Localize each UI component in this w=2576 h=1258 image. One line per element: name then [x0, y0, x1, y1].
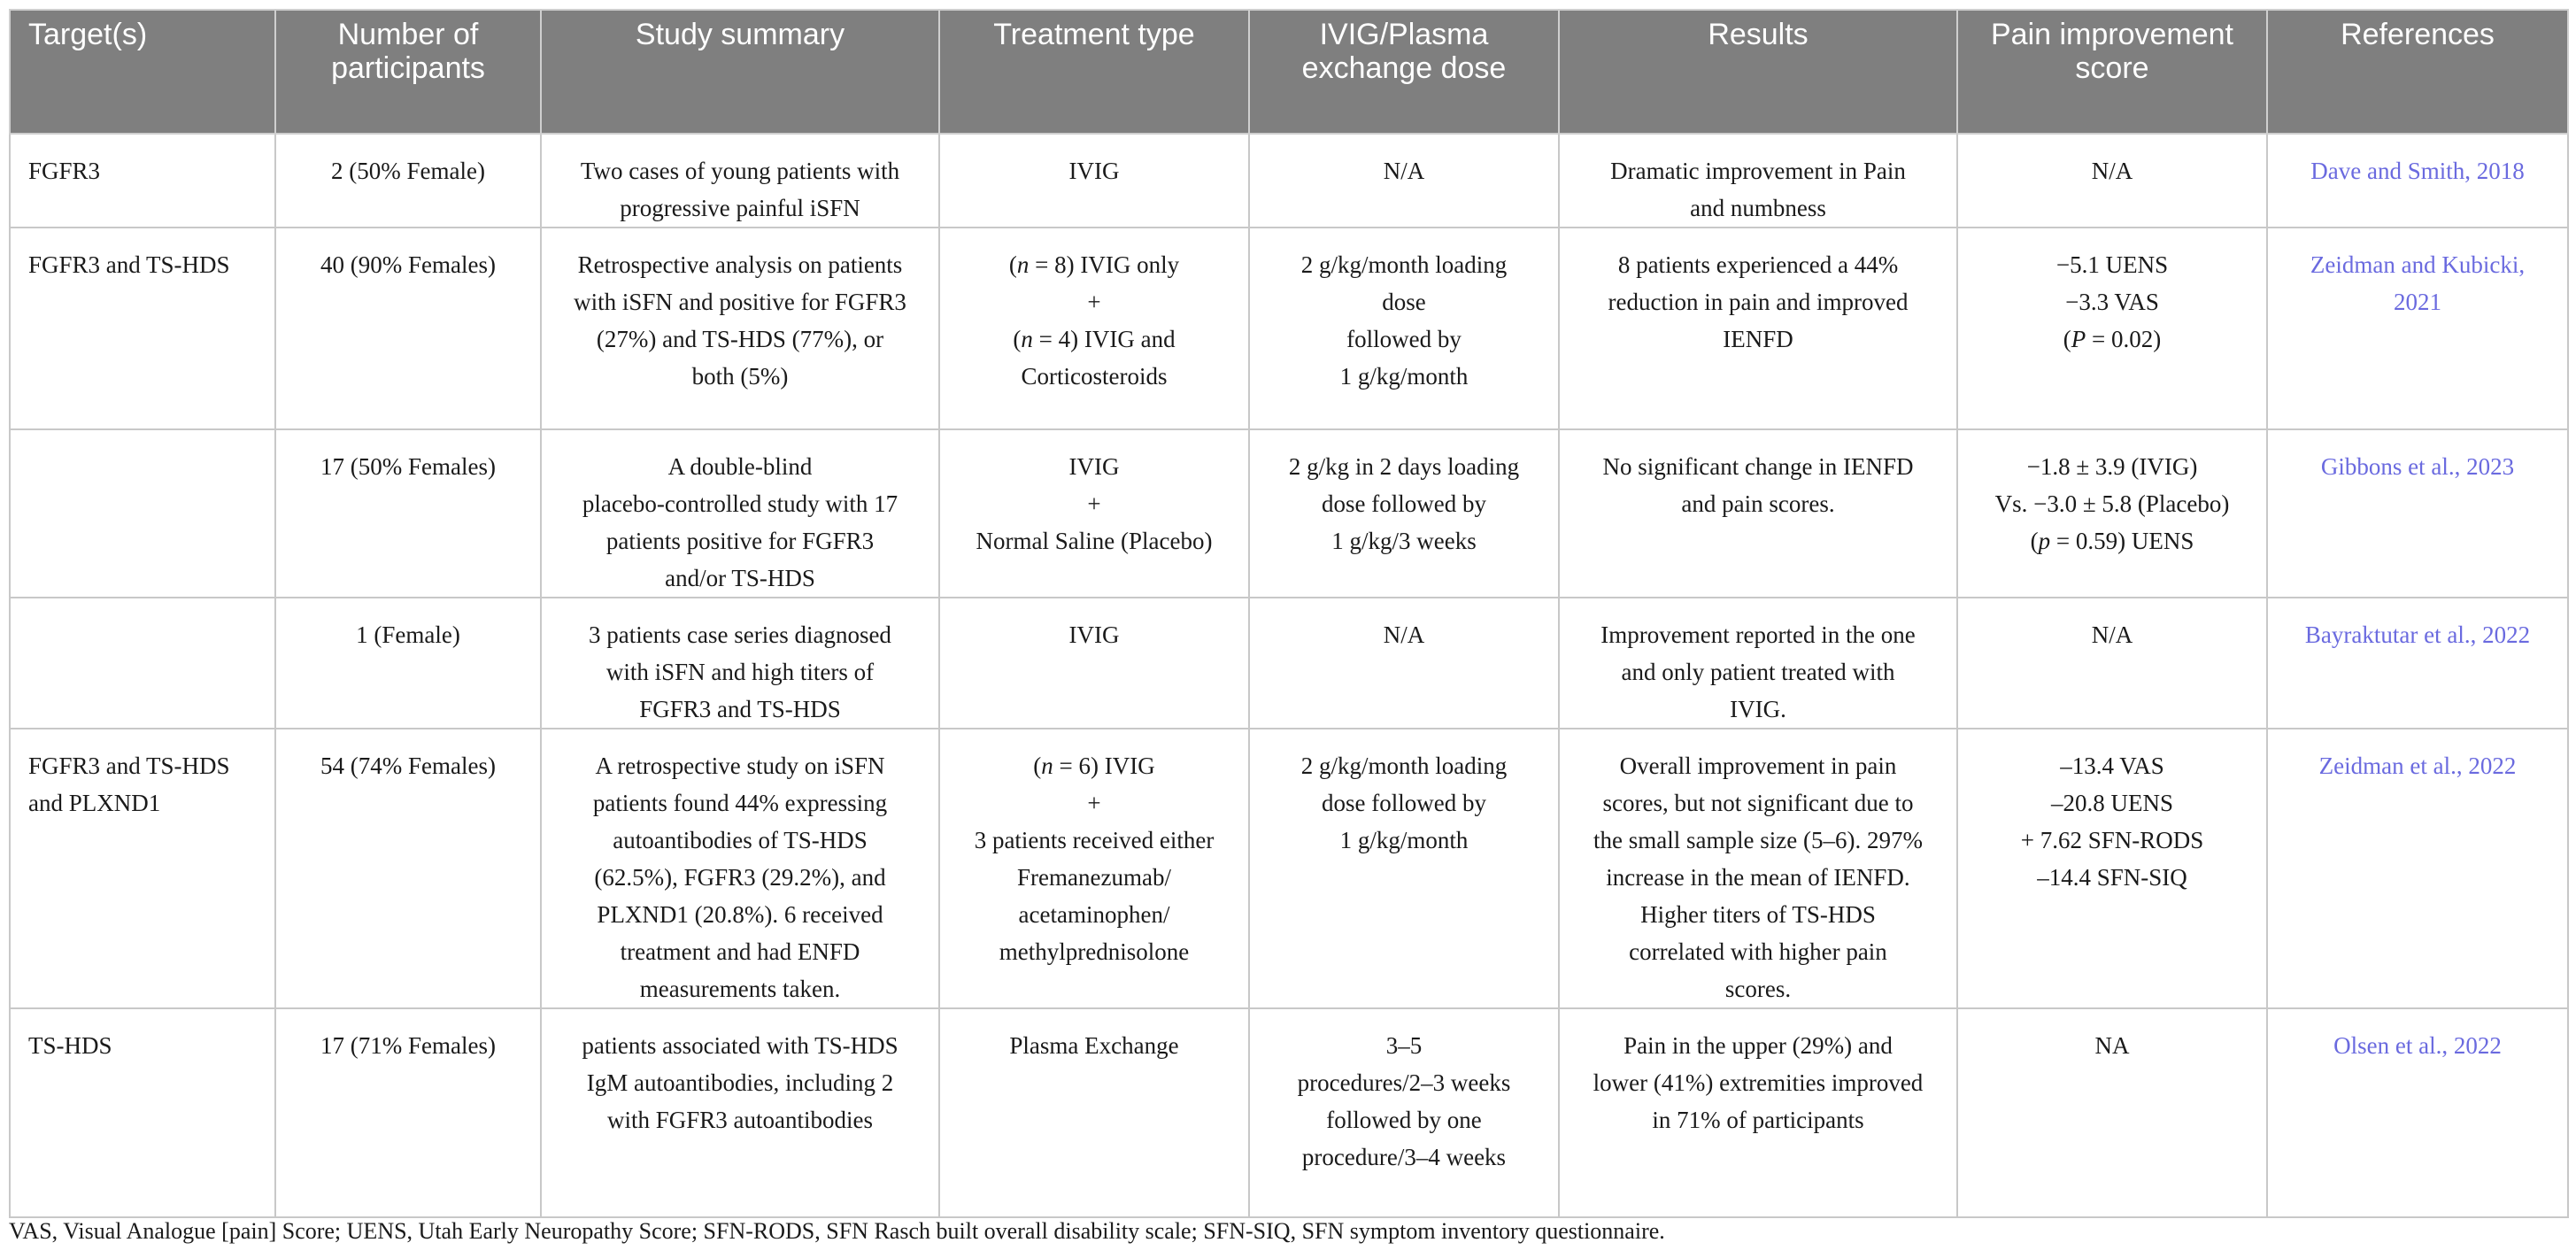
pain-score-cell: [1957, 1008, 2267, 1217]
cell-line: +: [1087, 490, 1101, 517]
header-targets: Target(s): [10, 10, 275, 134]
treatment-cell: [939, 598, 1249, 729]
cell-line: –13.4 VAS: [2060, 752, 2164, 779]
cell-line: patients found 44% expressing: [592, 790, 888, 816]
participants-cell: 2 (50% Female): [275, 134, 541, 228]
pain-score-cell: [1957, 598, 2267, 729]
cell-line: procedures/2–3 weeks: [1297, 1069, 1511, 1096]
cell-line: autoantibodies of TS-HDS: [613, 827, 868, 853]
cell-line: lower (41%) extremities improved: [1593, 1069, 1924, 1096]
results-cell: [1559, 598, 1957, 729]
cell-line: 3 patients received either: [974, 827, 1215, 853]
treatment-cell: [939, 729, 1249, 1008]
cell-line: dose: [1382, 289, 1426, 315]
table-row: [10, 429, 2568, 598]
summary-cell: [541, 228, 939, 429]
cell-line: with FGFR3 autoantibodies: [606, 1107, 873, 1133]
reference-link-line[interactable]: Gibbons et al., 2023: [2320, 453, 2515, 480]
reference-link-line[interactable]: Zeidman et al., 2022: [2318, 752, 2517, 779]
cell-line: (n = 8) IVIG only: [1008, 251, 1180, 278]
cell-line: 2 g/kg in 2 days loading: [1288, 453, 1520, 480]
cell-line: Vs. −3.0 ± 5.8 (Placebo): [1994, 490, 2230, 517]
cell-line: increase in the mean of IENFD.: [1606, 864, 1910, 891]
target-cell: FGFR3 and TS-HDS and PLXND1: [10, 729, 275, 1008]
reference-link-line[interactable]: Olsen et al., 2022: [2333, 1032, 2502, 1059]
cell-line: 1 g/kg/month: [1339, 827, 1469, 853]
reference-cell: [2267, 598, 2568, 729]
dose-cell: [1249, 1008, 1559, 1217]
cell-line: FGFR3 and TS-HDS: [639, 696, 841, 722]
cell-line: Dramatic improvement in Pain: [1610, 158, 1906, 184]
summary-cell: [541, 429, 939, 598]
cell-line: dose followed by: [1322, 490, 1486, 517]
cell-line: (P = 0.02): [2063, 326, 2162, 352]
reference-link-line[interactable]: 2021: [2394, 289, 2441, 315]
cell-line: −1.8 ± 3.9 (IVIG): [2026, 453, 2198, 480]
target-cell: [10, 598, 275, 729]
study-table: [9, 9, 2569, 1218]
cell-line: IENFD: [1723, 326, 1793, 352]
target-cell: TS-HDS: [10, 1008, 275, 1217]
summary-cell: [541, 598, 939, 729]
cell-line: 2 g/kg/month loading: [1300, 752, 1508, 779]
pain-score-cell: [1957, 134, 2267, 228]
cell-line: and pain scores.: [1681, 490, 1835, 517]
cell-line: N/A: [1383, 158, 1425, 184]
participants-cell: 17 (71% Females): [275, 1008, 541, 1217]
cell-line: (p = 0.59) UENS: [2030, 528, 2194, 554]
dose-cell: [1249, 729, 1559, 1008]
table-row: [10, 1008, 2568, 1217]
cell-line: IVIG: [1068, 158, 1120, 184]
reference-cell: [2267, 429, 2568, 598]
cell-line: −3.3 VAS: [2065, 289, 2159, 315]
participants-cell: 1 (Female): [275, 598, 541, 729]
dose-cell: [1249, 228, 1559, 429]
reference-link-line[interactable]: Zeidman and Kubicki,: [2310, 251, 2526, 278]
cell-line: PLXND1 (20.8%). 6 received: [597, 901, 883, 928]
cell-line: with iSFN and high titers of: [605, 659, 875, 685]
cell-line: Overall improvement in pain: [1619, 752, 1897, 779]
participants-cell: 54 (74% Females): [275, 729, 541, 1008]
treatment-cell: [939, 134, 1249, 228]
cell-line: N/A: [1383, 621, 1425, 648]
reference-cell: [2267, 729, 2568, 1008]
pain-score-cell: [1957, 429, 2267, 598]
cell-line: N/A: [2091, 158, 2133, 184]
header-row: [10, 10, 2568, 134]
cell-line: Improvement reported in the one: [1600, 621, 1916, 648]
cell-line: −5.1 UENS: [2055, 251, 2169, 278]
table-row: [10, 598, 2568, 729]
cell-line: + 7.62 SFN-RODS: [2020, 827, 2204, 853]
results-cell: [1559, 228, 1957, 429]
cell-line: A retrospective study on iSFN: [595, 752, 885, 779]
dose-cell: [1249, 429, 1559, 598]
header-summary: Study summary: [541, 10, 939, 134]
cell-line: 1 g/kg/3 weeks: [1331, 528, 1477, 554]
dose-cell: [1249, 598, 1559, 729]
cell-line: NA: [2094, 1032, 2130, 1059]
cell-line: 2 g/kg/month loading: [1300, 251, 1508, 278]
cell-line: Higher titers of TS-HDS: [1640, 901, 1876, 928]
header-pain-score: Pain improvement score: [1957, 10, 2267, 134]
header-treatment: Treatment type: [939, 10, 1249, 134]
cell-line: Pain in the upper (29%) and: [1623, 1032, 1893, 1059]
reference-cell: [2267, 1008, 2568, 1217]
cell-line: followed by: [1346, 326, 1462, 352]
results-cell: [1559, 134, 1957, 228]
cell-line: A double-blind: [667, 453, 813, 480]
cell-line: Two cases of young patients with: [580, 158, 900, 184]
cell-line: (n = 4) IVIG and: [1013, 326, 1176, 352]
cell-line: measurements taken.: [639, 976, 841, 1002]
cell-line: No significant change in IENFD: [1602, 453, 1914, 480]
results-cell: [1559, 1008, 1957, 1217]
cell-line: Fremanezumab/: [1017, 864, 1171, 891]
cell-line: treatment and had ENFD: [620, 938, 860, 965]
cell-line: IVIG: [1068, 453, 1120, 480]
cell-line: followed by one: [1326, 1107, 1482, 1133]
cell-line: in 71% of participants: [1652, 1107, 1864, 1133]
cell-line: (n = 6) IVIG: [1033, 752, 1155, 779]
treatment-cell: [939, 1008, 1249, 1217]
cell-line: and only patient treated with: [1621, 659, 1895, 685]
cell-line: IVIG: [1068, 621, 1120, 648]
cell-line: methylprednisolone: [999, 938, 1190, 965]
cell-line: with iSFN and positive for FGFR3: [574, 289, 906, 315]
cell-line: +: [1087, 790, 1101, 816]
reference-link-line[interactable]: Bayraktutar et al., 2022: [2304, 621, 2531, 648]
cell-line: both (5%): [691, 363, 789, 390]
cell-line: correlated with higher pain: [1629, 938, 1887, 965]
table-row: [10, 228, 2568, 429]
cell-line: 3 patients case series diagnosed: [589, 621, 891, 648]
cell-line: Normal Saline (Placebo): [976, 528, 1213, 554]
table-footnote: VAS, Visual Analogue [pain] Score; UENS, Utah Early Neuropathy Score; SFN-RODS, SFN Rasch built overall disability scale; SFN-SIQ, SFN symptom inventory questionnaire.: [9, 1218, 1665, 1244]
pain-score-cell: [1957, 228, 2267, 429]
target-cell: FGFR3 and TS-HDS: [10, 228, 275, 429]
target-cell: [10, 429, 275, 598]
header-dose: IVIG/Plasma exchange dose: [1249, 10, 1559, 134]
cell-line: dose followed by: [1322, 790, 1486, 816]
cell-line: Plasma Exchange: [1009, 1032, 1179, 1059]
cell-line: –20.8 UENS: [2050, 790, 2173, 816]
cell-line: the small sample size (5–6). 297%: [1593, 827, 1923, 853]
cell-line: –14.4 SFN-SIQ: [2037, 864, 2187, 891]
summary-cell: [541, 729, 939, 1008]
results-cell: [1559, 729, 1957, 1008]
cell-line: 8 patients experienced a 44%: [1617, 251, 1899, 278]
cell-line: (62.5%), FGFR3 (29.2%), and: [594, 864, 886, 891]
table-row: [10, 134, 2568, 228]
reference-link-line[interactable]: Dave and Smith, 2018: [2310, 158, 2525, 184]
treatment-cell: [939, 228, 1249, 429]
cell-line: scores.: [1724, 976, 1792, 1002]
cell-line: Corticosteroids: [1021, 363, 1168, 390]
participants-cell: 40 (90% Females): [275, 228, 541, 429]
summary-cell: [541, 1008, 939, 1217]
cell-line: placebo-controlled study with 17: [582, 490, 899, 517]
summary-cell: [541, 134, 939, 228]
header-participants: Number of participants: [275, 10, 541, 134]
cell-line: (27%) and TS-HDS (77%), or: [596, 326, 884, 352]
cell-line: 1 g/kg/month: [1339, 363, 1469, 390]
results-cell: [1559, 429, 1957, 598]
header-references: References: [2267, 10, 2568, 134]
target-cell: FGFR3: [10, 134, 275, 228]
cell-line: reduction in pain and improved: [1608, 289, 1909, 315]
cell-line: +: [1087, 289, 1101, 315]
cell-line: acetaminophen/: [1018, 901, 1170, 928]
cell-line: Retrospective analysis on patients: [577, 251, 903, 278]
cell-line: patients positive for FGFR3: [605, 528, 875, 554]
cell-line: patients associated with TS-HDS: [582, 1032, 899, 1059]
cell-line: N/A: [2091, 621, 2133, 648]
cell-line: IVIG.: [1730, 696, 1786, 722]
dose-cell: [1249, 134, 1559, 228]
header-results: Results: [1559, 10, 1957, 134]
cell-line: 3–5: [1385, 1032, 1423, 1059]
table-row: [10, 729, 2568, 1008]
pain-score-cell: [1957, 729, 2267, 1008]
cell-line: procedure/3–4 weeks: [1301, 1144, 1507, 1170]
participants-cell: 17 (50% Females): [275, 429, 541, 598]
cell-line: IgM autoantibodies, including 2: [586, 1069, 894, 1096]
cell-line: and numbness: [1690, 195, 1826, 221]
reference-cell: [2267, 134, 2568, 228]
cell-line: scores, but not significant due to: [1602, 790, 1914, 816]
cell-line: and/or TS-HDS: [665, 565, 815, 591]
cell-line: progressive painful iSFN: [620, 195, 860, 221]
table-body: [10, 134, 2568, 1217]
treatment-cell: [939, 429, 1249, 598]
reference-cell: [2267, 228, 2568, 429]
